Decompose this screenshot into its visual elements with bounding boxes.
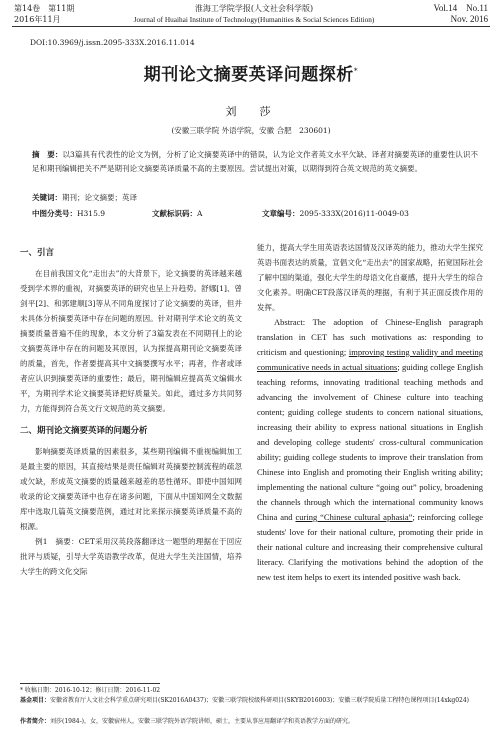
section-heading-problems: 二、期刊论文摘要英译的问题分析 [20,426,148,436]
fund-text: 安徽省教育厅人文社会科学重点研究项目(SK2016A0437)；安徽三联学院校级科研项目(SKYB2016003)；安徽三联学院质量工程特色课程项目(14xkg024) [50,697,469,704]
article-number-value: 2095-333X(2016)11-0049-03 [299,209,409,218]
keywords-label: 关键词： [32,193,62,202]
right-column [257,240,483,585]
section-heading-intro: 一、引言 [20,248,55,258]
keywords [32,192,137,203]
doc-code-value: A [197,209,203,218]
header-volume-right: Vol.14 No.11 [433,3,488,13]
header-journal-en: Journal of Huaihai Institute of Technology(Humanities & Social Sciences Edition) [133,15,375,24]
header-date-right: Nov. 2016 [450,14,488,24]
author-bio-text: 刘莎(1984-)，女，安徽宿州人，安徽三联学院外语学院讲师，硕士，主要从事应用翻译学和英语教学方面的研究。 [50,718,354,725]
intro-paragraph: 在目前我国文化“走出去”的大背景下，论文摘要的英译越来越受到学术界的重视，对摘要英译的研究也呈上升趋势。舒娜[1]、曾剑平[2]、和郭建顺[3]等从不同角度探讨了论文摘要的英译，但并未具体分析摘要英译中存在问题的原因。针对期刊学术论文的英文摘要质量普遍不佳的现象，本文分析了3篇发表在不同期刊上的论文摘要英译中存在的问题及其原因，认为探提高期刊论文摘要英译的质量，首先，作者要提高其中文摘要撰写水平；再者，作者或译者应认识到摘要英译的重要性；最后，期刊编辑应提高英文编辑水平，为期刊学术论文摘要英译把好质量关。如此，通过多方共同努力，方能得到符合英文行文规范的英文摘要。 [20,269,242,413]
abstract-label: 摘 要： [32,150,63,159]
problems-paragraph: 影响摘要英译质量的因素很多，某些期刊编辑不重视编辑加工是最主要的原因，其直接结果是责任编辑对英摘要控制流程的疏忽或欠缺，形成英文摘要的质量越来越差的恶性循环。即使中国知网收录的论文摘要英译中也存在诸多问题，下面从中国知网全文数据库中选取几篇英文摘要范例，通过对比来探示摘要英译质量不高的根源。 [20,447,242,531]
footnote-received: * 收稿日期：2016-10-12；修订日期：2016-11-02 [20,687,161,694]
paper-title [0,60,502,85]
header-volume-left: 第14卷 第11期 [14,4,75,13]
english-underlined-1: improving testing validity and meeting communicative needs in actual situations [257,347,484,372]
fund-label: 基金项目： [20,697,51,704]
header-journal-cn: 淮海工学院学报(人文社会科学版) [194,4,314,13]
author-bio-label: 作者简介： [20,718,51,725]
header-date-left: 2016年11月 [14,15,61,24]
english-abstract-label: Abstract: [274,317,306,327]
abstract-cn [32,148,478,175]
clc [32,208,105,219]
english-abstract-part2: ; guiding college English teaching reforms, innovating traditional teaching methods and advancing the involvement of Chinese culture into teaching content; guiding college students to concern national situations, increasing their ability to express national situations in English and developing college students' cross-cultural communication ability; guiding college students to improve their translation from Chinese into English and promoting their English writing ability; implementing the national culture “going out” policy, broadening the channels through which the international community knows China and [257,362,483,522]
english-underlined-2: curing “Chinese cultural aphasia” [295,512,413,522]
left-column [20,240,242,579]
footnote-author [20,717,490,727]
paper-title-text: 期刊论文摘要英译问题探析 [143,65,354,85]
article-number-label: 文章编号： [262,209,300,218]
abstract-text: 以3篇具有代表性的论文为例，分析了论文摘要英译中的错误，认为论文作者英文水平欠缺、译者对摘要英译的重要性认识不足和期刊编辑把关不严是期刊论文摘要英译质量不高的主要原因。尝试提出对策，以期得到符合英文规范的英文摘要。 [32,150,478,173]
clc-label: 中图分类号： [32,209,77,218]
example1-paragraph: 例1 摘要：CET采用汉英段落翻译这一题型的理据在于回应批评与质疑，引导大学英语教学改革，促进大学生关注国情，培养大学生的跨文化交际 [20,537,242,576]
english-abstract-part1: The adoption of Chinese-English paragraph translation in CET has such motivations as: responding to criticism and questioning; [257,317,483,357]
article-number [262,208,409,219]
doc-code-label: 文献标识码： [152,209,197,218]
keywords-text: 期刊；论文摘要；英译 [62,193,137,202]
footnote-rule [20,683,160,684]
english-abstract-part3: ; reinforcing college students' love for their national culture, promoting their pride in their national culture and increasing their comprehensive cultural literacy. Clarifying the motivations behind the adoption of the new test item helps to exert its intended positive wash back. [257,512,484,582]
doi: DOI:10.3969/j.issn.2095-333X.2016.11.014 [30,38,195,47]
author: 刘 莎 [225,105,277,118]
doc-code [152,208,202,219]
english-abstract [257,315,483,585]
title-footnote-mark: * [353,66,359,76]
footnote-fund [20,696,490,706]
example1-continued: 能力，提高大学生用英语表达国情及汉译英的能力，推动大学生探究英语书面表达的质量，宣倡文化“走出去”的国家战略，拓宽国际社会了解中国的渠道，强化大学生的母语文化自豪感，提升大学生的综合文化素养。明确CET段落汉译英的理据，有利于其正面反拨作用的发挥。 [257,243,483,312]
clc-value: H315.9 [77,209,106,218]
affiliation: (安徽三联学院 外语学院，安徽 合肥 230601) [171,126,331,135]
header-rule [12,26,490,27]
